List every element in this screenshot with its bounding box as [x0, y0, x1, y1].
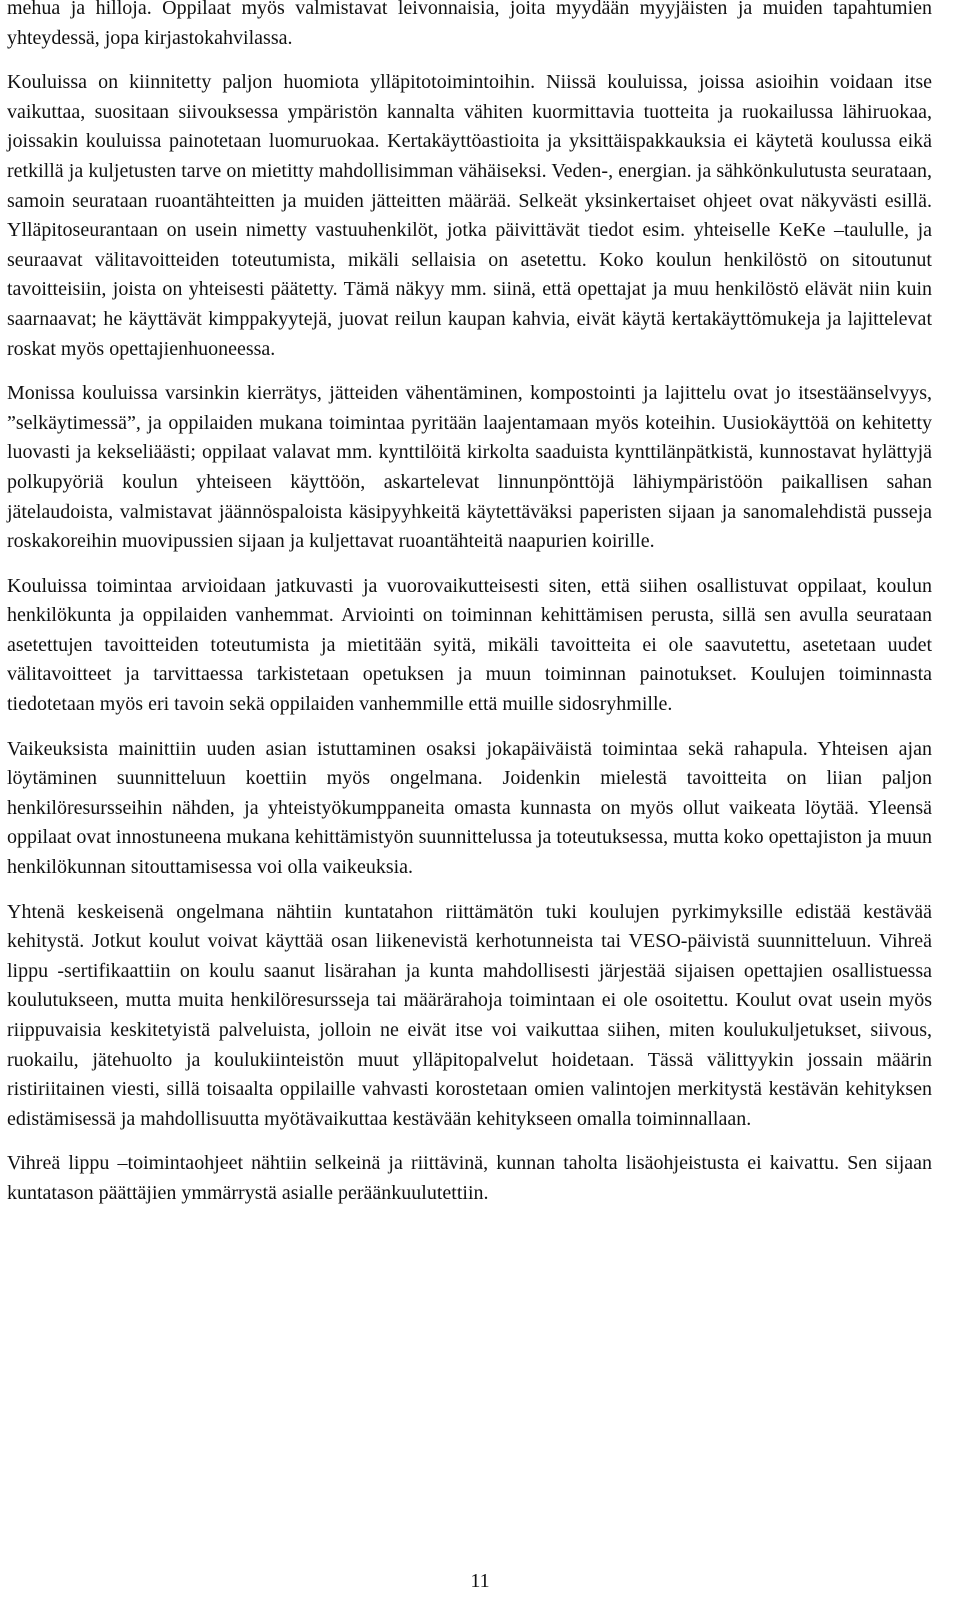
document-page [7, 0, 932, 1224]
paragraph-maintenance: Kouluissa on kiinnitetty paljon huomiota ylläpitotoimintoihin. Niissä kouluissa, joissa asioihin voidaan itse vaikuttaa, suositaan siivouksessa ympäristön kannalta vähiten kuormittavia tuotteita ja ruokailussa lähiruokaa, joissakin kouluissa painotetaan luomuruokaa. Kertakäyttöastioita ja yksittäispakkauksia ei käytetä koulussa eikä retkillä ja kuljetusten tarve on mietitty mahdollisimman vähäiseksi. Veden-, energian. ja sähkönkulutusta seurataan, samoin seurataan ruoantähteitten ja muiden jätteitten määrää. Selkeät yksinkertaiset ohjeet ovat näkyvästi esillä. Ylläpitoseurantaan on usein nimetty vastuuhenkilöt, jotka päivittävät tiedot esim. yhteiselle KeKe –taululle, ja seuraavat välitavoitteiden toteutumista, mikäli sellaisia on asetettu. Koko koulun henkilöstö on sitoutunut tavoitteisiin, joista on yhteisesti päätetty. Tämä näkyy mm. siinä, että opettajat ja muu henkilöstö elävät niin kuin saarnaavat; he käyttävät kimppakyytejä, juovat reilun kaupan kahvia, eivät käytä kertakäyttömukeja ja lajittelevat roskat myös opettajienhuoneessa. [7, 71, 932, 360]
paragraph-evaluation: Kouluissa toimintaa arvioidaan jatkuvasti ja vuorovaikutteisesti siten, että siihen osallistuvat oppilaat, koulun henkilökunta ja oppilaiden vanhemmat. Arviointi on toiminnan kehittämisen perusta, sillä sen avulla seurataan asetettujen tavoitteiden toteutumista ja mietitään syitä, mikäli tavoitteita ei ole saavutettu, asetetaan uudet välitavoitteet ja tarvittaessa tarkistetaan opetuksen ja muun toiminnan painotukset. Koulujen toiminnasta tiedotetaan myös eri tavoin sekä oppilaiden vanhemmille että muille sidosryhmille. [7, 574, 932, 716]
page-number: 11 [470, 1570, 490, 1592]
paragraph-continued-intro: mehua ja hilloja. Oppilaat myös valmistavat leivonnaisia, joita myydään myyjäisten ja muiden tapahtumien yhteydessä, jopa kirjastokahvilassa. [7, 0, 932, 49]
paragraph-difficulties: Vaikeuksista mainittiin uuden asian istuttaminen osaksi jokapäiväistä toimintaa sekä rahapula. Yhteisen ajan löytäminen suunnitteluun koettiin myös ongelmana. Joidenkin mielestä tavoitteita on liian paljon henkilöresursseihin nähden, ja yhteistyökumppaneita omasta kunnasta on myös ollut vaikeata löytää. Yleensä oppilaat ovat innostuneena mukana kehittämistyön suunnittelussa ja toteutuksessa, mutta koko opettajiston ja muun henkilökunnan sitouttamisessa voi olla vaikeuksia. [7, 737, 932, 879]
paragraph-guidelines: Vihreä lippu –toimintaohjeet nähtiin selkeinä ja riittävinä, kunnan taholta lisäohjeistusta ei kaivattu. Sen sijaan kuntatason päättäjien ymmärrystä asialle peräänkuulutettiin. [7, 1152, 932, 1204]
paragraph-municipal-support: Yhtenä keskeisenä ongelmana nähtiin kuntatahon riittämätön tuki koulujen pyrkimyksille edistää kestävää kehitystä. Jotkut koulut voivat käyttää osan liikenevistä kerhotunneista tai VESO-päivistä suunnitteluun. Vihreä lippu -sertifikaattiin on koulu saanut lisärahan ja kunta mahdollisesti järjestää sijaisen opettajien osallistuessa koulutukseen, mutta muita henkilöresursseja tai määrärahoja toimintaan ei ole osoitettu. Koulut ovat usein myös riippuvaisia keskitetyistä palveluista, jolloin ne eivät itse voi vaikuttaa siihen, miten koulukuljetukset, siivous, ruokailu, jätehuolto ja koulukiinteistön muut ylläpitopalvelut hoidetaan. Tässä välittyykin jossain määrin ristiriitainen viesti, sillä toisaalta oppilaille vahvasti korostetaan omien valintojen merkitystä kestävän kehityksen edistämisessä ja mahdollisuutta myötävaikuttaa kestävään kehitykseen omalla toiminnallaan. [7, 900, 932, 1130]
paragraph-recycling: Monissa kouluissa varsinkin kierrätys, jätteiden vähentäminen, kompostointi ja lajittelu ovat jo itsestäänselvyys, ”selkäytimessä”, ja oppilaiden mukana toimintaa pyritään laajentamaan myös koteihin. Uusiokäyttöä on kehitetty luovasti ja kekseliäästi; oppilaat valavat mm. kynttilöitä kirkolta saaduista kynttilänpätkistä, kunnostavat hylättyjä polkupyöriä koulun yhteiseen käyttöön, askartelevat linnunpönttöjä lähiympäristöön paikallisen sahan jätelaudoista, valmistavat jäännöspaloista käsipyyhkeitä käytettäväksi paperisten sijaan ja sanomalehdistä pusseja roskakoreihin muovipussien sijaan ja kuljettavat ruoantähteitä naapurien koirille. [7, 382, 932, 553]
